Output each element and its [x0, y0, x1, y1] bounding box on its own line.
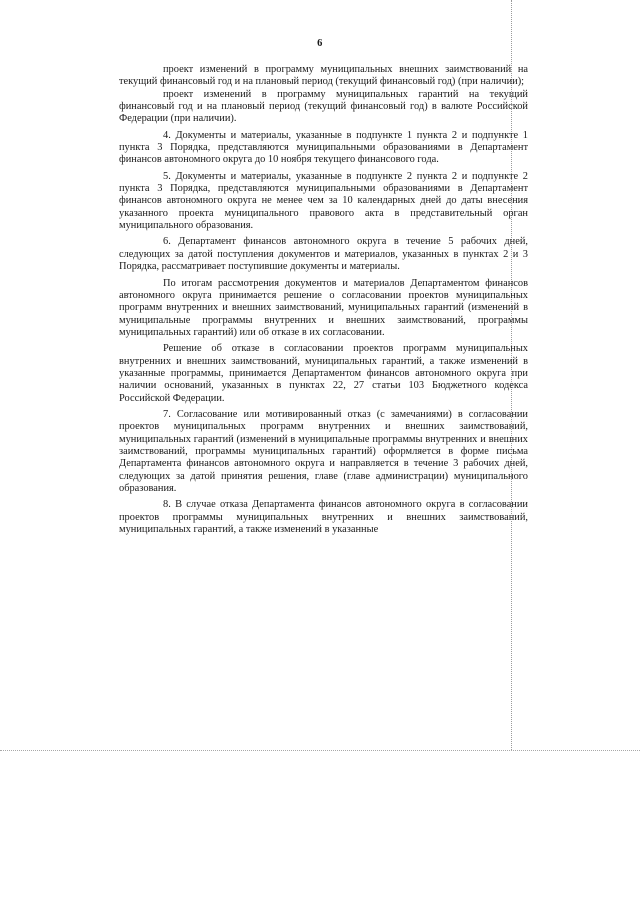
paragraph: 7. Согласование или мотивированный отказ (с замечаниями) в согласовании проектов муниципальных программ внутренних и внешних заимствований, муниципальных гарантий (изменений в муниципальные программы внутренних и внешних заимствований, программы муниципальных гарантий) оформляется в форме письма Департамента финансов автономного округа и направляется в течение 3 рабочих дней, следующих за датой принятия решения, главе (главе администрации) муниципального образования. [119, 408, 528, 494]
page-number: 6 [317, 38, 323, 49]
scan-fold-line-horizontal [0, 750, 640, 751]
paragraph: 5. Документы и материалы, указанные в подпункте 2 пункта 2 и подпункте 2 пункта 3 Порядка, представляются муниципальными образованиями в Департамент финансов автономного округа не менее чем за 10 календарных дней до даты внесения указанного проекта муниципального правового акта в представительный орган муниципального образования. [119, 170, 528, 232]
paragraph: проект изменений в программу муниципальных внешних заимствований на текущий финансовый год и на плановый период (текущий финансовый год) (при наличии); [119, 64, 528, 88]
paragraph: 8. В случае отказа Департамента финансов автономного округа в согласовании проектов программы муниципальных внутренних и внешних заимствований, муниципальных гарантий, а также изменений в указанные [119, 499, 528, 536]
paragraph: 4. Документы и материалы, указанные в подпункте 1 пункта 2 и подпункте 1 пункта 3 Порядка, представляются муниципальными образованиями в Департамент финансов автономного округа до 10 ноября текущего финансового года. [119, 129, 528, 166]
paragraph: 6. Департамент финансов автономного округа в течение 5 рабочих дней, следующих за датой поступления документов и материалов, указанных в пунктах 2 и 3 Порядка, рассматривает поступившие документы и материалы. [119, 236, 528, 273]
paragraph: По итогам рассмотрения документов и материалов Департаментом финансов автономного округа принимается решение о согласовании проектов муниципальных программ внутренних и внешних заимствований, муниципальных гарантий (изменений в муниципальные программы внутренних и внешних заимствований, программы муниципальных гарантий) или об отказе в их согласовании. [119, 277, 528, 338]
document-body [119, 64, 528, 536]
paragraph: Решение об отказе в согласовании проектов программ муниципальных внутренних и внешних заимствований, муниципальных гарантий, а также изменений в указанные программы, принимается Департаментом финансов автономного округа при наличии оснований, указанных в пунктах 22, 27 статьи 103 Бюджетного кодекса Российской Федерации. [119, 343, 528, 404]
paragraph: проект изменений в программу муниципальных гарантий на текущий финансовый год и на плановый период (текущий финансовый год) в валюте Российской Федерации (при наличии). [119, 88, 528, 125]
